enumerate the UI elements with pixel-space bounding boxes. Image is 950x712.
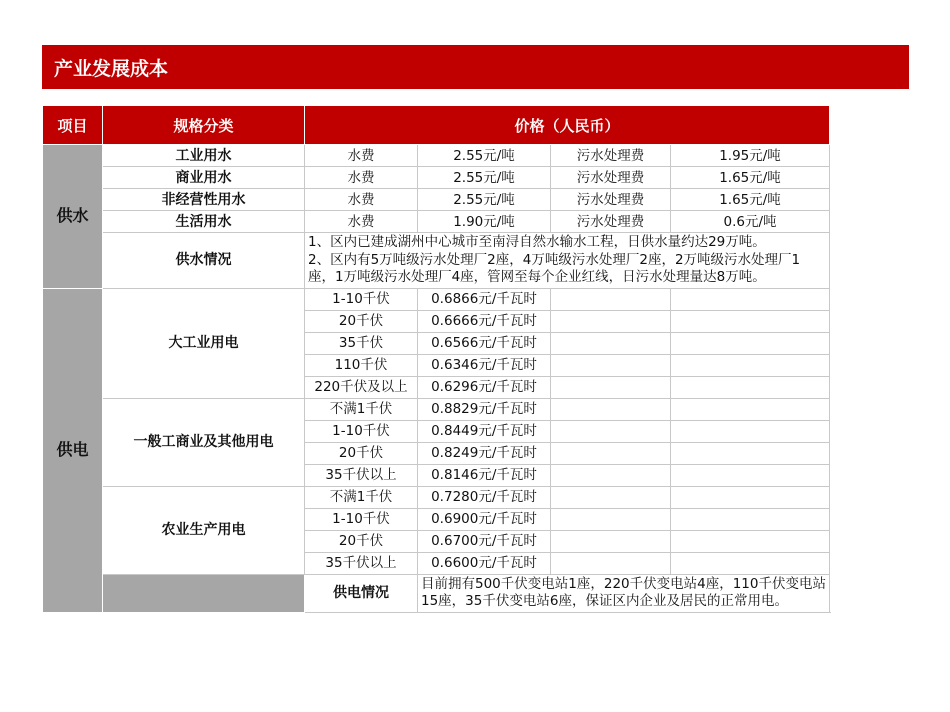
sewage-fee-type: 污水处理费: [551, 145, 671, 167]
header-item: 项目: [43, 106, 103, 145]
empty-cell: [551, 288, 671, 310]
voltage-level: 1-10千伏: [305, 288, 418, 310]
voltage-level: 1-10千伏: [305, 420, 418, 442]
empty-cell: [671, 332, 830, 354]
power-price: 0.6566元/千瓦时: [418, 332, 551, 354]
power-price: 0.6700元/千瓦时: [418, 530, 551, 552]
voltage-level: 35千伏以上: [305, 552, 418, 574]
table-row: [43, 189, 830, 211]
power-price: 0.8146元/千瓦时: [418, 464, 551, 486]
fee-price: 1.90元/吨: [418, 211, 551, 233]
power-price: 0.8829元/千瓦时: [418, 398, 551, 420]
voltage-level: 20千伏: [305, 310, 418, 332]
power-price: 0.6866元/千瓦时: [418, 288, 551, 310]
voltage-level: 220千伏及以上: [305, 376, 418, 398]
empty-cell: [551, 376, 671, 398]
fee-price: 2.55元/吨: [418, 189, 551, 211]
empty-cell: [671, 442, 830, 464]
voltage-level: 20千伏: [305, 530, 418, 552]
category-water: 供水: [43, 145, 103, 289]
empty-cell: [551, 332, 671, 354]
power-price: 0.8449元/千瓦时: [418, 420, 551, 442]
sewage-fee-price: 1.95元/吨: [671, 145, 830, 167]
cost-table: [42, 105, 830, 613]
table-row: [43, 288, 830, 310]
empty-cell: [671, 398, 830, 420]
empty-cell: [671, 420, 830, 442]
power-price: 0.7280元/千瓦时: [418, 486, 551, 508]
water-situation-text: [305, 233, 830, 289]
page-title: 产业发展成本: [54, 58, 169, 80]
empty-cell: [551, 552, 671, 574]
sewage-fee-price: 0.6元/吨: [671, 211, 830, 233]
table-row: [43, 211, 830, 233]
power-group-name: 一般工商业及其他用电: [103, 398, 305, 486]
voltage-level: 35千伏以上: [305, 464, 418, 486]
voltage-level: 35千伏: [305, 332, 418, 354]
voltage-level: 不满1千伏: [305, 398, 418, 420]
empty-cell: [551, 508, 671, 530]
fee-type: 水费: [305, 145, 418, 167]
water-type: 生活用水: [103, 211, 305, 233]
empty-cell: [551, 530, 671, 552]
water-situation-line-2: 2、区内有5万吨级污水处理厂2座，4万吨级污水处理厂2座，2万吨级污水处理厂1座，1万吨级污水处理厂4座，管网至每个企业红线，日污水处理量达8万吨。: [308, 251, 801, 285]
water-type: 商业用水: [103, 167, 305, 189]
power-price: 0.6346元/千瓦时: [418, 354, 551, 376]
category-power: 供电: [43, 288, 103, 612]
fee-price: 2.55元/吨: [418, 167, 551, 189]
sewage-fee-type: 污水处理费: [551, 211, 671, 233]
empty-cell: [671, 508, 830, 530]
power-group-name: 农业生产用电: [103, 486, 305, 574]
empty-cell: [671, 310, 830, 332]
sewage-fee-price: 1.65元/吨: [671, 189, 830, 211]
water-situation-line-1: 1、区内已建成湖州中心城市至南浔自然水输水工程，日供水量约达29万吨。: [308, 234, 766, 250]
power-price: 0.6600元/千瓦时: [418, 552, 551, 574]
power-group-name: 大工业用电: [103, 288, 305, 398]
empty-cell: [671, 288, 830, 310]
power-price: 0.6296元/千瓦时: [418, 376, 551, 398]
power-price: 0.8249元/千瓦时: [418, 442, 551, 464]
sewage-fee-type: 污水处理费: [551, 167, 671, 189]
title-bar: [42, 45, 909, 89]
empty-cell: [551, 442, 671, 464]
fee-price: 2.55元/吨: [418, 145, 551, 167]
empty-cell: [551, 310, 671, 332]
voltage-level: 不满1千伏: [305, 486, 418, 508]
category-power-continued: [103, 574, 305, 612]
table-row: [43, 398, 830, 420]
empty-cell: [671, 486, 830, 508]
empty-cell: [551, 486, 671, 508]
header-spec: 规格分类: [103, 106, 305, 145]
empty-cell: [671, 354, 830, 376]
table-row: [43, 167, 830, 189]
power-situation-text: 目前拥有500千伏变电站1座，220千伏变电站4座，110千伏变电站15座，35千伏变电站6座，保证区内企业及居民的正常用电。: [418, 574, 830, 612]
empty-cell: [671, 530, 830, 552]
voltage-level: 20千伏: [305, 442, 418, 464]
fee-type: 水费: [305, 189, 418, 211]
water-type: 工业用水: [103, 145, 305, 167]
sewage-fee-price: 1.65元/吨: [671, 167, 830, 189]
empty-cell: [671, 552, 830, 574]
empty-cell: [671, 464, 830, 486]
header-price: 价格（人民币）: [305, 106, 830, 145]
power-situation-label: 供电情况: [305, 574, 418, 612]
empty-cell: [551, 420, 671, 442]
empty-cell: [551, 354, 671, 376]
table-header-row: [43, 106, 830, 145]
power-price: 0.6666元/千瓦时: [418, 310, 551, 332]
fee-type: 水费: [305, 211, 418, 233]
water-situation-label: 供水情况: [103, 233, 305, 289]
table-row: [43, 574, 830, 612]
voltage-level: 1-10千伏: [305, 508, 418, 530]
fee-type: 水费: [305, 167, 418, 189]
empty-cell: [671, 376, 830, 398]
table-row: [43, 233, 830, 289]
empty-cell: [551, 464, 671, 486]
sewage-fee-type: 污水处理费: [551, 189, 671, 211]
table-row: [43, 486, 830, 508]
power-price: 0.6900元/千瓦时: [418, 508, 551, 530]
table-row: [43, 145, 830, 167]
voltage-level: 110千伏: [305, 354, 418, 376]
water-type: 非经营性用水: [103, 189, 305, 211]
empty-cell: [551, 398, 671, 420]
